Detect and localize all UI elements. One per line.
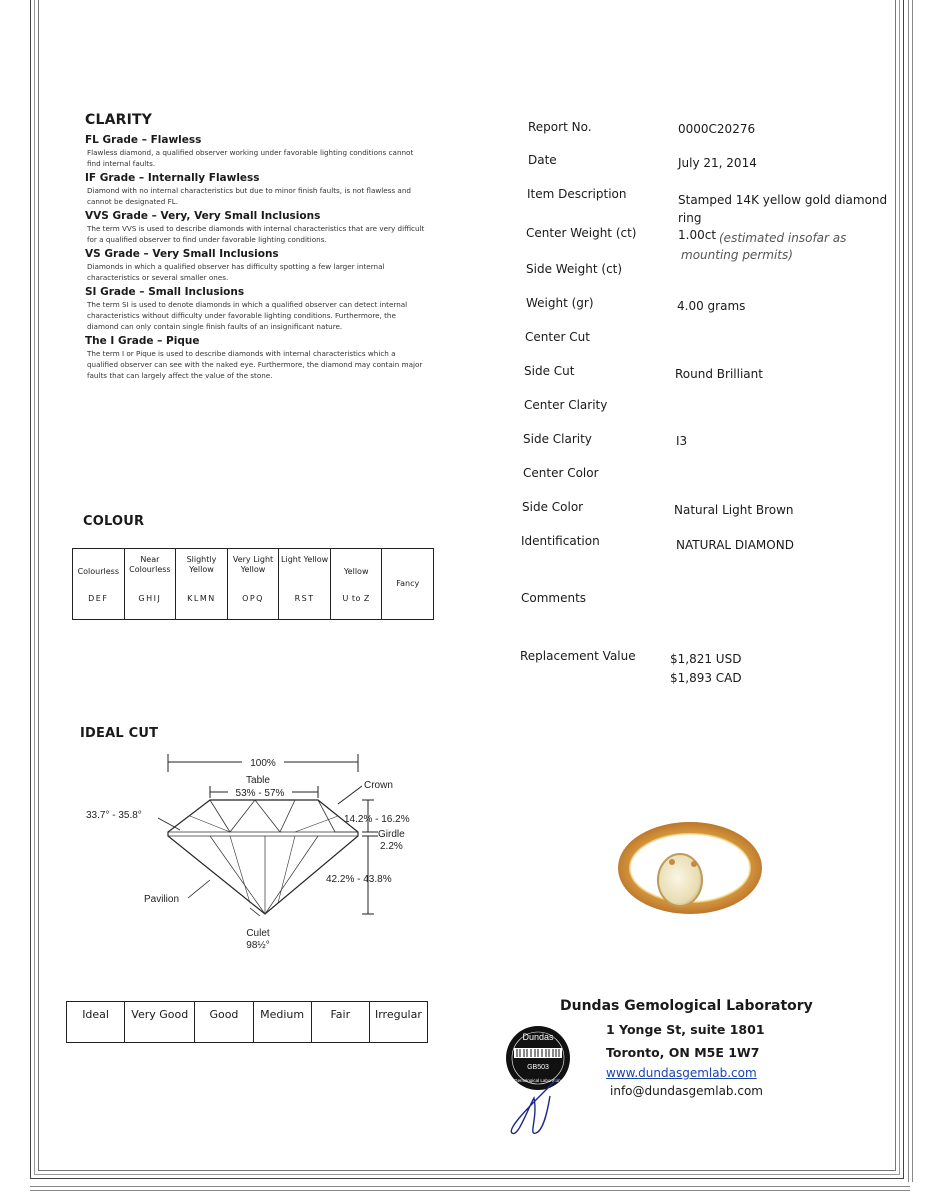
pavilion-label: Pavilion	[144, 894, 180, 905]
colour-cell-name: Colourless	[77, 567, 119, 576]
weight-value: 4.00 grams	[677, 299, 746, 313]
grade-i-desc: The term I or Pique is used to describe diamonds with internal characteristics which a qualified observer can see with the naked eye. Furthermore, the diamond may contain major faults that can largely affect the value of the stone.	[87, 349, 423, 380]
center-clarity-label: Center Clarity	[524, 398, 608, 412]
grade-si-desc: The term SI is used to denote diamonds in which a qualified observer can detect internal characteristics without difficulty under favorable lighting conditions. Furthermore, the diamond can only contain single finish faults of an insignificant nature.	[87, 300, 408, 331]
lab-website-link[interactable]: www.dundasgemlab.com	[606, 1066, 757, 1080]
lab-info	[560, 998, 820, 1098]
ring-photo	[600, 810, 770, 930]
comments-label: Comments	[521, 591, 587, 605]
grade-fl-desc: Flawless diamond, a qualified observer working under favorable lighting conditions cannot find internal faults.	[87, 148, 414, 168]
colour-cell-name: Very Light Yellow	[232, 555, 274, 574]
colour-cell-colourless	[73, 549, 125, 619]
replacement-value-label: Replacement Value	[520, 649, 636, 663]
colour-cell-name: Fancy	[396, 579, 420, 588]
date-label: Date	[528, 153, 557, 167]
side-color-value: Natural Light Brown	[674, 503, 794, 517]
ideal-cut-title: IDEAL CUT	[80, 726, 159, 741]
colour-cell-fancy	[382, 549, 433, 619]
colour-cell-name: Slightly Yellow	[186, 555, 217, 574]
cut-grade-table	[66, 1001, 428, 1043]
grade-vvs-desc: The term VVS is used to describe diamonds with internal characteristics that are very difficult for a qualified observer to find under favorable lighting conditions.	[87, 224, 425, 244]
side-color-label: Side Color	[522, 500, 584, 514]
report-no-value: 0000C20276	[678, 122, 756, 136]
lab-name: Dundas Gemological Laboratory	[560, 998, 813, 1014]
girdle-label: Girdle	[378, 829, 405, 840]
seal-id: GB503	[527, 1064, 549, 1071]
colour-cell-letters: RST	[294, 594, 315, 603]
identification-label: Identification	[521, 534, 600, 548]
lab-address-line-1: 1 Yonge St, suite 1801	[606, 1022, 765, 1037]
replacement-usd: $1,821 USD	[670, 652, 742, 666]
table-range: 53% - 57%	[235, 788, 285, 799]
grade-i-title: The I Grade – Pique	[85, 335, 200, 347]
page-border-right	[908, 0, 913, 1182]
crown-angle: 33.7° - 35.8°	[86, 810, 142, 821]
grade-vs-desc: Diamonds in which a qualified observer has difficulty spotting a few larger internal characteristics or several smaller ones.	[87, 262, 385, 282]
colour-cell-very-light-yellow	[228, 549, 280, 619]
table-label: Table	[246, 775, 270, 786]
crown-label: Crown	[364, 780, 393, 791]
total-width-label: 100%	[250, 758, 276, 769]
grade-vs-title: VS Grade – Very Small Inclusions	[85, 248, 279, 260]
side-weight-label: Side Weight (ct)	[526, 262, 623, 276]
lab-email: info@dundasgemlab.com	[610, 1084, 763, 1098]
cut-grade-fair: Fair	[312, 1002, 370, 1042]
center-weight-label: Center Weight (ct)	[526, 226, 637, 240]
center-cut-label: Center Cut	[525, 330, 590, 344]
colour-cell-yellow	[331, 549, 383, 619]
item-description-value: Stamped 14K yellow gold diamond ring	[678, 193, 888, 225]
colour-cell-light-yellow	[279, 549, 331, 619]
cut-grade-ideal: Ideal	[67, 1002, 125, 1042]
colour-cell-name: Light Yellow	[281, 555, 329, 564]
colour-cell-letters: GHIJ	[138, 594, 162, 603]
seal-bottom-text: Gemological Laboratory	[514, 1078, 562, 1083]
clarity-title: CLARITY	[85, 112, 153, 128]
side-clarity-value: I3	[676, 434, 688, 448]
ideal-cut-diagram	[80, 748, 460, 953]
cut-grade-very-good: Very Good	[125, 1002, 195, 1042]
cut-grade-medium: Medium	[254, 1002, 312, 1042]
report-no-label: Report No.	[528, 120, 592, 134]
girdle-value: 2.2%	[380, 841, 403, 852]
lab-address-line-2: Toronto, ON M5E 1W7	[606, 1045, 760, 1060]
colour-cell-name: Yellow	[343, 567, 369, 576]
crown-height: 14.2% - 16.2%	[344, 814, 410, 825]
center-weight-note: (estimated insofar as mounting permits)	[681, 231, 847, 262]
colour-scale-table	[72, 548, 434, 620]
side-clarity-label: Side Clarity	[523, 432, 592, 446]
cut-grade-good: Good	[195, 1002, 253, 1042]
grade-if-desc: Diamond with no internal characteristics but due to minor finish faults, is not flawless and cannot be designated FL.	[87, 186, 411, 206]
report-fields	[518, 118, 898, 698]
grade-vvs-title: VVS Grade – Very, Very Small Inclusions	[85, 210, 321, 222]
clarity-section	[85, 112, 425, 383]
side-cut-value: Round Brilliant	[675, 367, 763, 381]
center-weight-amount: 1.00ct	[678, 228, 717, 242]
grade-if-title: IF Grade – Internally Flawless	[85, 172, 260, 184]
culet-label: Culet	[246, 928, 270, 939]
pavilion-depth: 42.2% - 43.8%	[326, 874, 392, 885]
colour-cell-name: Near Colourless	[129, 555, 171, 574]
culet-value: 98½°	[246, 940, 270, 951]
date-value: July 21, 2014	[678, 156, 757, 170]
colour-title: COLOUR	[83, 514, 145, 529]
colour-cell-letters: U to Z	[342, 594, 370, 603]
grade-fl-title: FL Grade – Flawless	[85, 134, 202, 146]
weight-label: Weight (gr)	[526, 296, 594, 310]
seal-top-text: Dundas	[522, 1032, 554, 1042]
side-cut-label: Side Cut	[524, 364, 575, 378]
colour-cell-slightly-yellow	[176, 549, 228, 619]
cut-grade-irregular: Irregular	[374, 1008, 422, 1021]
item-description-label: Item Description	[527, 187, 627, 201]
replacement-cad: $1,893 CAD	[670, 671, 742, 685]
identification-value: NATURAL DIAMOND	[676, 538, 794, 552]
colour-cell-letters: KLMN	[187, 594, 216, 603]
colour-cell-near-colourless	[125, 549, 177, 619]
page-border-bottom	[30, 1186, 910, 1191]
grade-si-title: SI Grade – Small Inclusions	[85, 286, 245, 298]
colour-cell-letters: DEF	[88, 594, 109, 603]
center-color-label: Center Color	[523, 466, 599, 480]
colour-cell-letters: OPQ	[242, 594, 264, 603]
